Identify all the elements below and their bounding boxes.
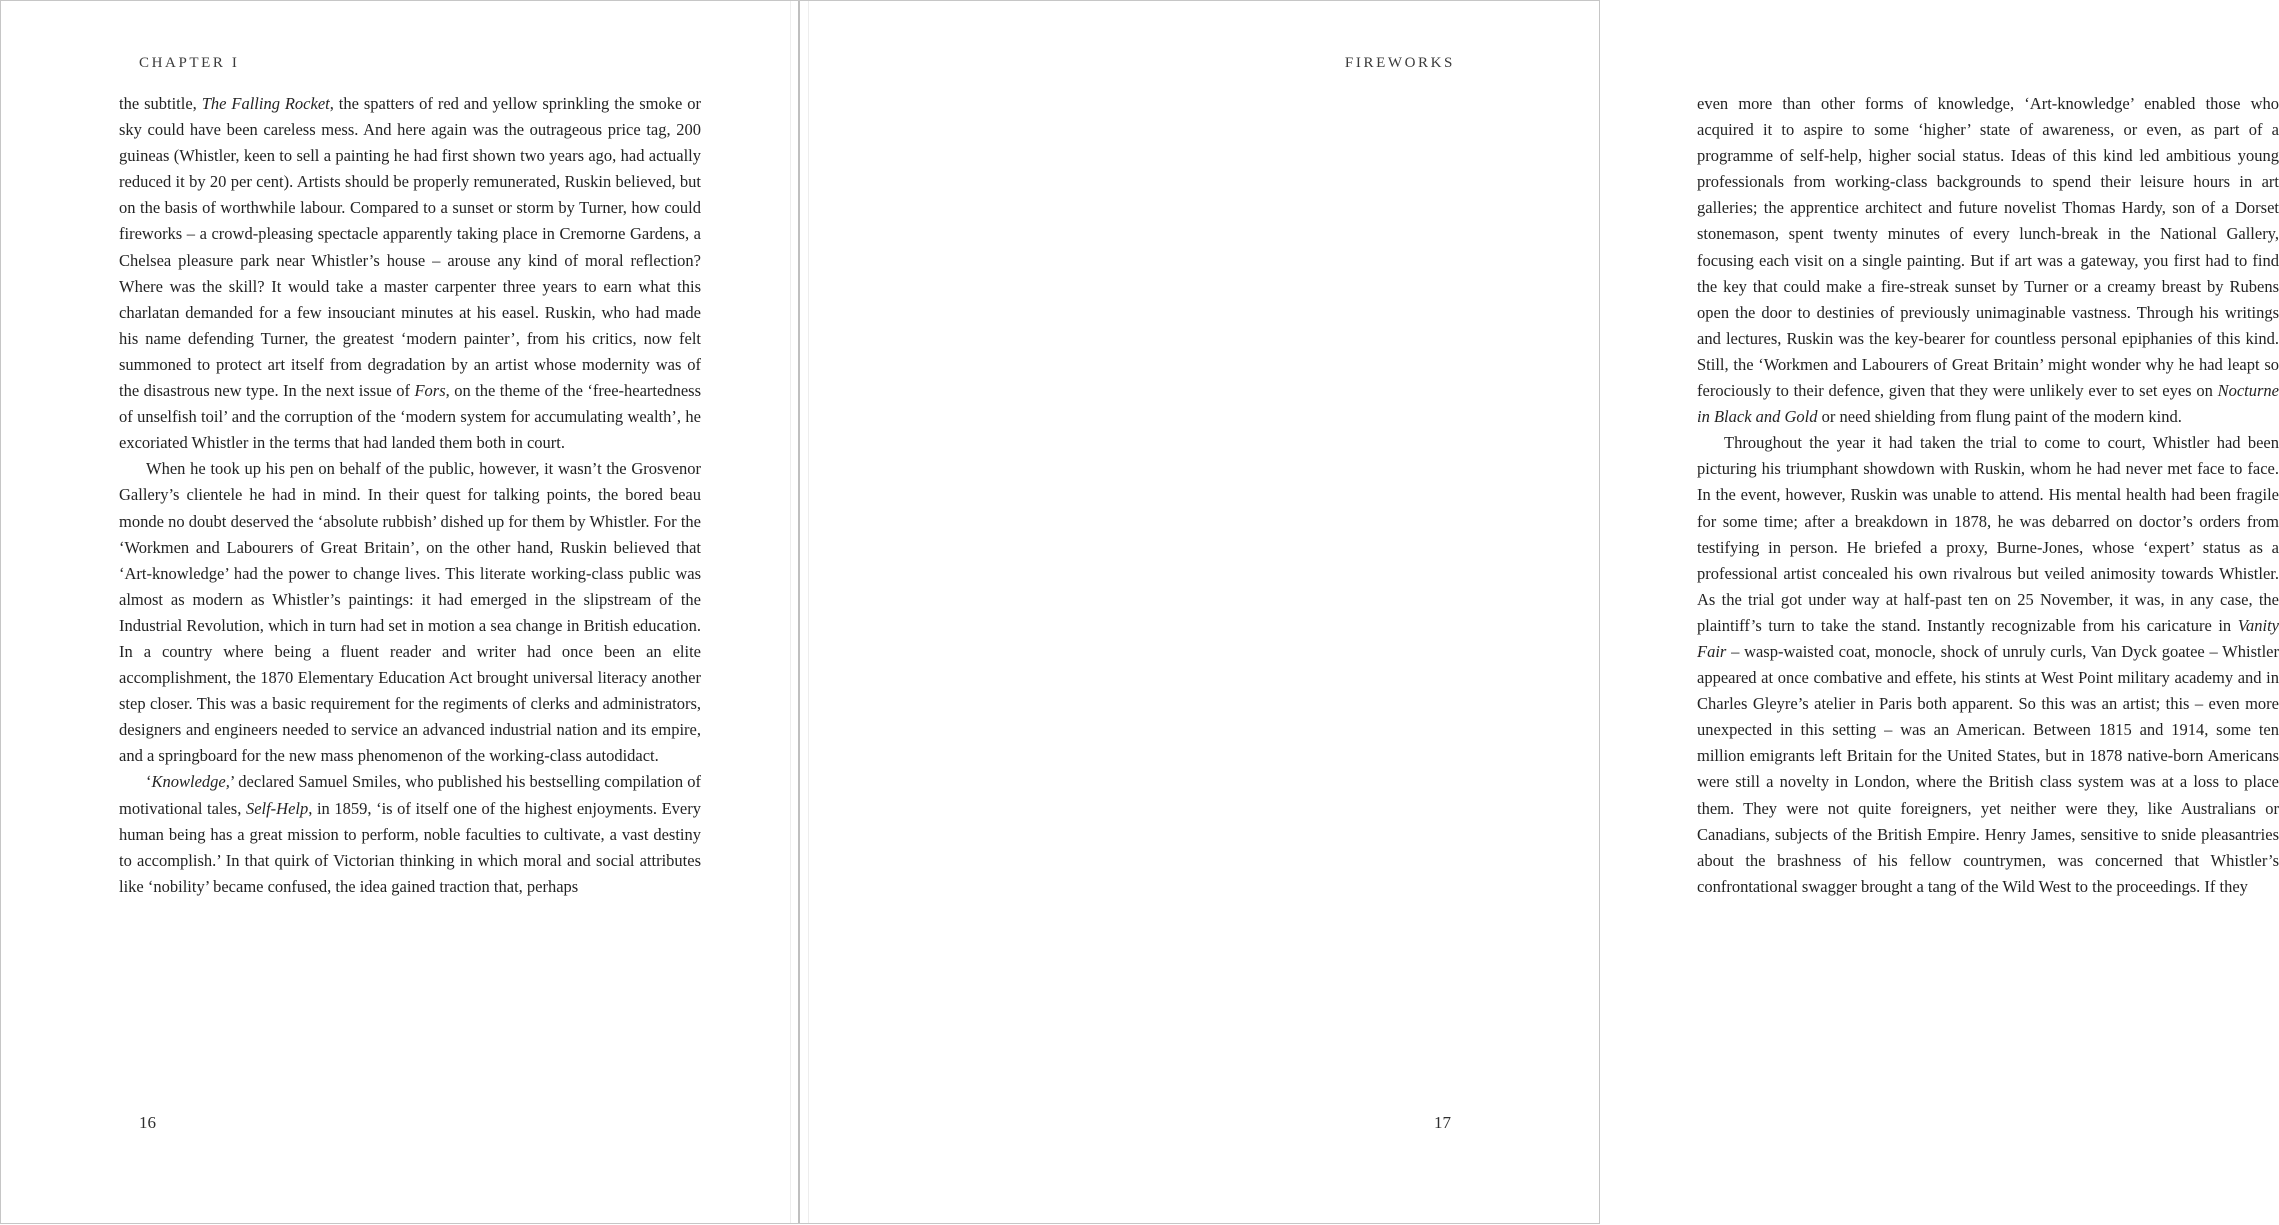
text-segment: ’ declared Samuel Smiles, who published his bestselling compilation of motivational tales, <box>119 772 701 818</box>
text-segment: the subtitle, <box>119 94 202 113</box>
page-number-left: 16 <box>139 1113 156 1132</box>
text-segment: , in 1859, ‘is of itself one of the highest enjoyments. Every human being has a great mission to perform, noble faculties to cultivate, a vast destiny to accomplish.’ In that quirk of Victorian thinking in which moral and social attributes like ‘nobility’ became confused, the idea gained traction that, perhaps <box>119 798 701 896</box>
text-segment: Throughout the year it had taken the trial to come to court, Whistler had been picturing his triumphant showdown with Ruskin, whom he had never met face to face. In the event, however, Ruskin was unable to attend. His mental health had been fragile for some time; after a breakdown in 1878, he was debarred on doctor’s orders from testifying in person. He briefed a proxy, Burne-Jones, whose ‘expert’ status as a professional artist concealed his own rivalrous but veiled animosity towards Whistler. As the trial got under way at half-past ten on 25 November, it was, in any case, the plaintiff’s turn to take the stand. Instantly recognizable from his caricature in <box>1697 433 2279 635</box>
text-segment: When he took up his pen on behalf of the public, however, it wasn’t the Grosvenor Gallery’s clientele he had in mind. In their quest for talking points, the bored beau monde no doubt deserved the ‘absolute rubbish’ dished up for them by Whistler. For the ‘Workmen and Labourers of Great Britain’, on the other hand, Ruskin believed that ‘Art-knowledge’ had the power to change lives. This literate working-class public was almost as modern as Whistler’s paintings: it had emerged in the slipstream of the Industrial Revolution, which in turn had set in motion a sea change in British education. In a country where being a fluent reader and writer had once been an elite accomplishment, the 1870 Elementary Education Act brought universal literacy another step closer. This was a basic requirement for the regiments of clerks and administrators, designers and engineers needed to service an advanced industrial nation and its empire, and a springboard for the new mass phenomenon of the working-class autodidact. <box>119 459 701 766</box>
text-segment: or need shielding from flung paint of the modern kind. <box>1817 407 2182 427</box>
running-head-title: FIREWORKS <box>1344 55 1455 71</box>
italic-text-segment: Self-Help <box>245 798 309 818</box>
italic-text-segment: Fors <box>414 381 446 401</box>
page-right <box>800 1 2279 1225</box>
page-number-right: 17 <box>1434 1113 1451 1132</box>
text-segment: , on the theme of the ‘free-heartedness of unselfish toil’ and the corruption of the ‘modern system for accumulating wealth’, he excoriated Whistler in the terms that had landed them both in court. <box>119 381 702 453</box>
body-paragraph <box>119 456 701 769</box>
text-segment: even more than other forms of knowledge, ‘Art-knowledge’ enabled those who acquired it to aspire to some ‘higher’ state of awareness, or even, as part of a programme of self-help, higher social status. Ideas of this kind led ambitious young professionals from working-class backgrounds to spend their leisure hours in art galleries; the apprentice architect and future novelist Thomas Hardy, son of a Dorset stonemason, spent twenty minutes of every lunch-break in the National Gallery, focusing each visit on a single painting. But if art was a gateway, you first had to find the key that could make a fire-streak sunset by Turner or a creamy breast by Rubens open the door to destinies of previously unimaginable vastness. Through his writings and lectures, Ruskin was the key-bearer for countless personal epiphanies of this kind. Still, the ‘Workmen and Labourers of Great Britain’ might wonder why he had leapt so ferociously to their defence, given that they were unlikely ever to set eyes on <box>1697 94 2279 401</box>
italic-text-segment: The Falling Rocket <box>201 94 330 113</box>
body-paragraph <box>119 91 701 456</box>
italic-text-segment: Vanity Fair <box>1697 615 2279 661</box>
gutter-shade-left <box>790 1 791 1223</box>
page-left <box>1 1 798 1225</box>
page-left-body <box>119 91 701 900</box>
body-paragraph <box>1697 91 2279 430</box>
text-segment: , the spatters of red and yellow sprinkling the smoke or sky could have been careless mess. And here again was the outrageous price tag, 200 guineas (Whistler, keen to sell a painting he had first shown two years ago, had actually reduced it by 20 per cent). Artists should be properly remunerated, Ruskin believed, but on the basis of worthwhile labour. Compared to a sunset or storm by Turner, how could fireworks – a crowd-pleasing spectacle apparently taking place in Cremorne Gardens, a Chelsea pleasure park near Whistler’s house – arouse any kind of moral reflection? Where was the skill? It would take a master carpenter three years to earn what this charlatan demanded for a few insouciant minutes at his easel. Ruskin, who had made his name defending Turner, the greatest ‘modern painter’, from his critics, now felt summoned to protect art itself from degradation by an artist whose modernity was of the disastrous new type. In the next issue of <box>119 94 701 401</box>
italic-text-segment: Knowledge, <box>151 772 230 792</box>
body-paragraph <box>119 769 701 899</box>
italic-text-segment: Nocturne in Black and Gold <box>1697 381 2279 427</box>
page-right-body <box>1697 91 2279 900</box>
text-segment: ‘ <box>146 772 152 792</box>
body-paragraph <box>1697 430 2279 900</box>
text-segment: – wasp-waisted coat, monocle, shock of unruly curls, Van Dyck goatee – Whistler appeared at once combative and effete, his stints at West Point military academy and in Charles Gleyre’s atelier in Paris both apparent. So this was an artist; this – even more unexpected in this setting – was an American. Between 1815 and 1914, some ten million emigrants left Britain for the United States, but in 1878 native-born Americans were still a novelty in London, where the British class system was at a loss to place them. They were not quite foreigners, yet neither were they, like Australians or Canadians, subjects of the British Empire. Henry James, sensitive to snide pleasantries about the brashness of his fellow countrymen, was concerned that Whistler’s confrontational swagger brought a tang of the Wild West to the proceedings. If they <box>1697 641 2279 896</box>
running-head-chapter: CHAPTER I <box>139 55 240 71</box>
